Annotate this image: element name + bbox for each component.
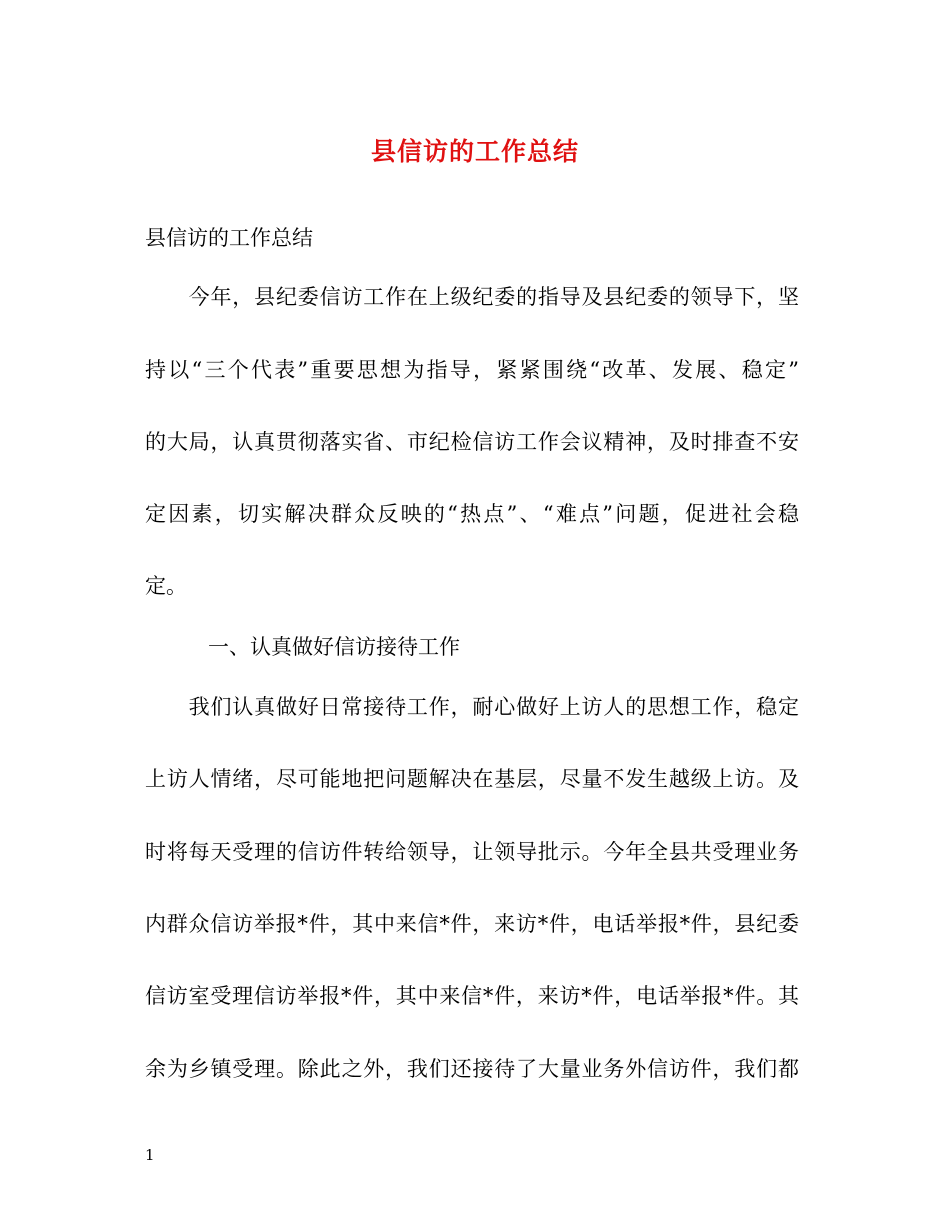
document-subtitle: 县信访的工作总结: [145, 226, 313, 250]
document-title: 县信访的工作总结: [370, 137, 579, 166]
paragraph-1-line-1: 今年，县纪委信访工作在上级纪委的指导及县纪委的领导下，坚: [145, 285, 799, 309]
paragraph-1-line-5: 定。: [145, 574, 187, 598]
paragraph-2-line-1: 我们认真做好日常接待工作，耐心做好上访人的思想工作，稳定: [145, 695, 799, 719]
paragraph-2-line-3: 时将每天受理的信访件转给领导，让领导批示。今年全县共受理业务: [145, 840, 799, 864]
paragraph-1-line-2: 持以“三个代表”重要思想为指导，紧紧围绕“改革、发展、稳定”: [145, 358, 799, 382]
paragraph-1-line-4: 定因素，切实解决群众反映的“热点”、“难点”问题，促进社会稳: [145, 502, 799, 526]
section-1-heading: 一、认真做好信访接待工作: [208, 635, 460, 659]
paragraph-2-line-4: 内群众信访举报*件，其中来信*件，来访*件，电话举报*件，县纪委: [145, 912, 799, 936]
paragraph-2-line-5: 信访室受理信访举报*件，其中来信*件，来访*件，电话举报*件。其: [145, 984, 799, 1008]
paragraph-2-line-6: 余为乡镇受理。除此之外，我们还接待了大量业务外信访件，我们都: [145, 1057, 799, 1081]
paragraph-1-line-3: 的大局，认真贯彻落实省、市纪检信访工作会议精神，及时排查不安: [145, 430, 799, 454]
page-number: 1: [145, 1146, 155, 1164]
paragraph-2-line-2: 上访人情绪，尽可能地把问题解决在基层，尽量不发生越级上访。及: [145, 767, 799, 791]
